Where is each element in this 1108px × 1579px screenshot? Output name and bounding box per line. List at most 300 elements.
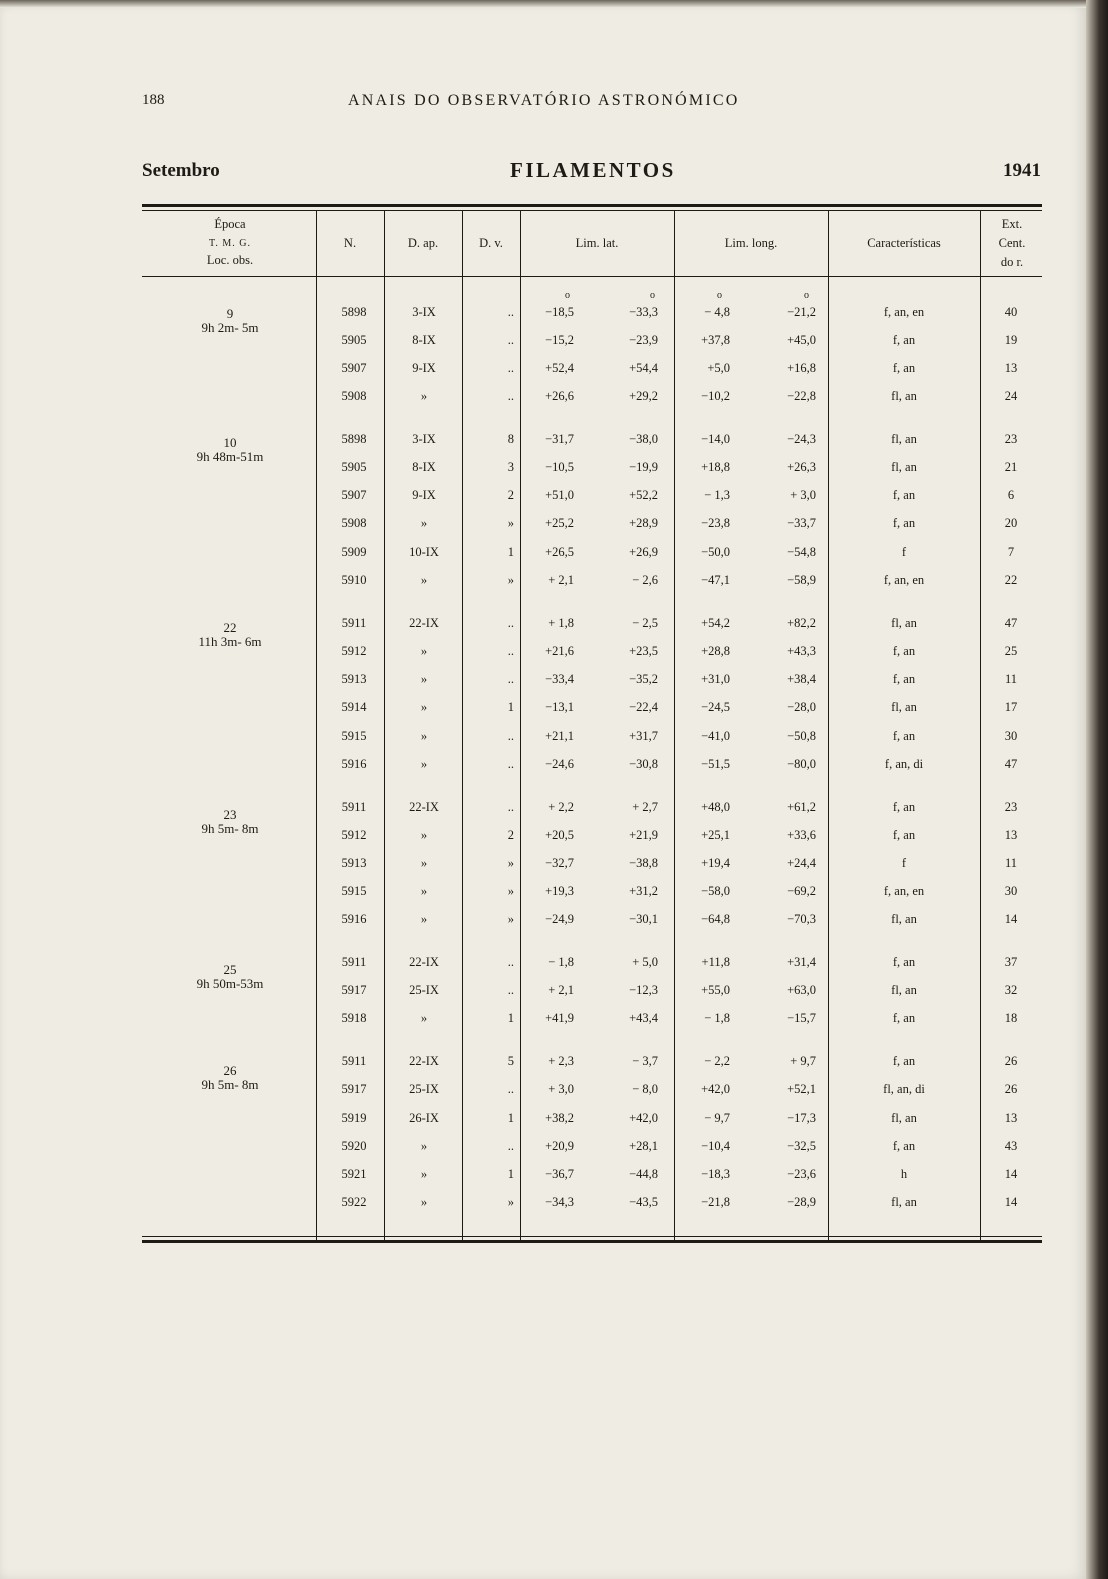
- cell-lat2: −43,5: [629, 1195, 658, 1209]
- cell-n: 5913: [341, 672, 367, 686]
- cell-dv: »: [507, 884, 514, 898]
- cell-ext: 37: [1004, 955, 1018, 969]
- cell-ext: 23: [1004, 432, 1018, 446]
- cell-dv: ..: [507, 305, 514, 319]
- cell-lat2: +29,2: [629, 389, 658, 403]
- cell-lon2: −80,0: [787, 757, 816, 771]
- epoch-time: 9h 2m- 5m: [201, 320, 259, 335]
- cell-n: 5911: [341, 616, 367, 630]
- cell-lat2: +42,0: [629, 1111, 658, 1125]
- cell-ext: 14: [1004, 1195, 1018, 1209]
- cell-ext: 18: [1004, 1011, 1018, 1025]
- cell-lon1: +5,0: [707, 361, 730, 375]
- cell-n: 5912: [341, 644, 367, 658]
- cell-lon2: −28,0: [787, 700, 816, 714]
- cell-car: fl, an, di: [883, 1082, 925, 1096]
- cell-lat2: +43,4: [629, 1011, 658, 1025]
- cell-lon1: −14,0: [701, 432, 730, 446]
- cell-n: 5913: [341, 856, 367, 870]
- cell-lon2: +26,3: [787, 460, 816, 474]
- table-top-rule: [142, 204, 1042, 207]
- cell-lon1: − 1,8: [704, 1011, 730, 1025]
- cell-ext: 11: [1004, 856, 1018, 870]
- cell-lat1: −36,7: [545, 1167, 574, 1181]
- epoch-time: 9h 5m- 8m: [201, 821, 259, 836]
- cell-dv: »: [507, 1195, 514, 1209]
- cell-dv: ..: [507, 361, 514, 375]
- cell-dv: ..: [507, 333, 514, 347]
- cell-lat1: −15,2: [545, 333, 574, 347]
- cell-lat2: +26,9: [629, 545, 658, 559]
- epoch-time: 9h 50m-53m: [196, 976, 264, 991]
- cell-dap: »: [420, 757, 428, 771]
- cell-n: 5898: [341, 305, 367, 319]
- cell-lat2: +28,9: [629, 516, 658, 530]
- epoch-time: 9h 48m-51m: [196, 449, 264, 464]
- cell-lat2: − 8,0: [632, 1082, 658, 1096]
- cell-dap: »: [420, 1195, 428, 1209]
- cell-n: 5907: [341, 361, 367, 375]
- cell-lon1: +18,8: [701, 460, 730, 474]
- cell-car: f, an: [892, 333, 916, 347]
- cell-ext: 47: [1004, 616, 1018, 630]
- cell-lon1: +37,8: [701, 333, 730, 347]
- cell-lat2: −30,8: [629, 757, 658, 771]
- cell-lat1: + 1,8: [548, 616, 574, 630]
- cell-dap: 25-IX: [409, 983, 439, 997]
- cell-ext: 20: [1004, 516, 1018, 530]
- cell-lat1: +52,4: [545, 361, 574, 375]
- cell-car: f, an: [892, 488, 916, 502]
- table-bottom-rule: [142, 1240, 1042, 1243]
- cell-n: 5919: [341, 1111, 367, 1125]
- epoch-day: 25: [223, 962, 237, 977]
- cell-n: 5915: [341, 729, 367, 743]
- cell-car: h: [900, 1167, 908, 1181]
- cell-lon2: +43,3: [787, 644, 816, 658]
- cell-dap: 3-IX: [412, 432, 436, 446]
- cell-dv: ..: [507, 729, 514, 743]
- cell-lon2: −23,6: [787, 1167, 816, 1181]
- cell-dap: »: [420, 700, 428, 714]
- cell-lat2: −30,1: [629, 912, 658, 926]
- cell-lon2: −32,5: [787, 1139, 816, 1153]
- cell-n: 5898: [341, 432, 367, 446]
- cell-ext: 43: [1004, 1139, 1018, 1153]
- cell-lon2: +61,2: [787, 800, 816, 814]
- cell-car: f, an: [892, 516, 916, 530]
- cell-dap: 9-IX: [412, 361, 436, 375]
- cell-dv: 1: [507, 1011, 514, 1025]
- cell-lat1: +51,0: [545, 488, 574, 502]
- cell-dap: 8-IX: [412, 460, 436, 474]
- cell-dv: ..: [507, 1139, 514, 1153]
- cell-lat1: + 2,1: [548, 983, 574, 997]
- cell-lon1: −23,8: [701, 516, 730, 530]
- cell-lon2: +52,1: [787, 1082, 816, 1096]
- cell-dv: 1: [507, 1167, 514, 1181]
- cell-lon1: +48,0: [701, 800, 730, 814]
- cell-n: 5912: [341, 828, 367, 842]
- epoch-time: 11h 3m- 6m: [198, 634, 262, 649]
- cell-dap: »: [420, 1139, 428, 1153]
- cell-n: 5914: [341, 700, 367, 714]
- cell-lon2: −69,2: [787, 884, 816, 898]
- cell-dv: ..: [507, 983, 514, 997]
- cell-dv: »: [507, 912, 514, 926]
- cell-lat1: −31,7: [545, 432, 574, 446]
- cell-dap: »: [420, 1011, 428, 1025]
- cell-car: fl, an: [891, 616, 917, 630]
- epoch-day: 22: [223, 620, 237, 635]
- cell-lon1: −24,5: [701, 700, 730, 714]
- degree-mark: o: [565, 290, 570, 301]
- column-header-ext: Ext.: [1001, 217, 1023, 231]
- cell-n: 5920: [341, 1139, 367, 1153]
- cell-lat2: +52,2: [629, 488, 658, 502]
- cell-lat1: −18,5: [545, 305, 574, 319]
- cell-dv: ..: [507, 955, 514, 969]
- cell-n: 5905: [341, 460, 367, 474]
- cell-lat1: −13,1: [545, 700, 574, 714]
- cell-n: 5922: [341, 1195, 367, 1209]
- cell-dv: 1: [507, 1111, 514, 1125]
- cell-dap: 22-IX: [409, 1054, 439, 1068]
- cell-lon1: − 2,2: [704, 1054, 730, 1068]
- cell-dap: 3-IX: [412, 305, 436, 319]
- cell-lat1: +19,3: [545, 884, 574, 898]
- cell-n: 5909: [341, 545, 367, 559]
- cell-dap: »: [420, 672, 428, 686]
- cell-ext: 40: [1004, 305, 1018, 319]
- cell-lon2: +45,0: [787, 333, 816, 347]
- cell-lon2: −24,3: [787, 432, 816, 446]
- cell-lat2: + 2,7: [632, 800, 658, 814]
- cell-ext: 13: [1004, 828, 1018, 842]
- cell-car: f, an: [892, 1054, 916, 1068]
- cell-lat1: +25,2: [545, 516, 574, 530]
- cell-lat2: +21,9: [629, 828, 658, 842]
- epoch-day: 9: [226, 306, 234, 321]
- cell-lon2: +16,8: [787, 361, 816, 375]
- cell-dv: 3: [507, 460, 514, 474]
- cell-n: 5905: [341, 333, 367, 347]
- column-divider: [674, 211, 675, 1241]
- column-divider: [828, 211, 829, 1241]
- cell-car: f, an, en: [883, 573, 925, 587]
- cell-car: f, an: [892, 1139, 916, 1153]
- cell-lat1: +21,6: [545, 644, 574, 658]
- cell-lat2: +31,2: [629, 884, 658, 898]
- cell-car: f, an, en: [883, 305, 925, 319]
- cell-lon1: −50,0: [701, 545, 730, 559]
- cell-n: 5911: [341, 1054, 367, 1068]
- cell-dv: »: [507, 573, 514, 587]
- cell-car: f, an, di: [884, 757, 924, 771]
- cell-lat1: −24,6: [545, 757, 574, 771]
- cell-n: 5908: [341, 389, 367, 403]
- cell-lon2: −17,3: [787, 1111, 816, 1125]
- cell-lat1: +20,9: [545, 1139, 574, 1153]
- cell-ext: 13: [1004, 361, 1018, 375]
- cell-ext: 30: [1004, 884, 1018, 898]
- cell-dap: 22-IX: [409, 616, 439, 630]
- cell-lon1: − 9,7: [704, 1111, 730, 1125]
- cell-lat2: +54,4: [629, 361, 658, 375]
- cell-lat2: −12,3: [629, 983, 658, 997]
- cell-dap: 26-IX: [409, 1111, 439, 1125]
- cell-n: 5916: [341, 912, 367, 926]
- cell-dap: »: [420, 389, 428, 403]
- cell-lat1: +20,5: [545, 828, 574, 842]
- column-divider: [520, 211, 521, 1241]
- page-number: 188: [142, 92, 165, 108]
- cell-lon1: −21,8: [701, 1195, 730, 1209]
- cell-lat1: −32,7: [545, 856, 574, 870]
- cell-ext: 13: [1004, 1111, 1018, 1125]
- cell-n: 5911: [341, 800, 367, 814]
- table-top-rule-thin: [142, 210, 1042, 211]
- year-title: 1941: [1003, 160, 1041, 181]
- cell-lon1: −18,3: [701, 1167, 730, 1181]
- degree-mark: o: [804, 290, 809, 301]
- cell-lon1: − 1,3: [704, 488, 730, 502]
- cell-dap: »: [420, 828, 428, 842]
- cell-lon2: −50,8: [787, 729, 816, 743]
- cell-car: f: [901, 856, 907, 870]
- cell-lat1: −10,5: [545, 460, 574, 474]
- cell-lon1: −47,1: [701, 573, 730, 587]
- cell-lat1: +21,1: [545, 729, 574, 743]
- cell-lat1: − 1,8: [548, 955, 574, 969]
- cell-dv: 1: [507, 545, 514, 559]
- cell-car: fl, an: [891, 432, 917, 446]
- cell-ext: 22: [1004, 573, 1018, 587]
- cell-car: f: [901, 545, 907, 559]
- cell-dap: 22-IX: [409, 800, 439, 814]
- cell-dv: 2: [507, 488, 514, 502]
- column-divider: [462, 211, 463, 1241]
- cell-lon1: −64,8: [701, 912, 730, 926]
- cell-dv: ..: [507, 389, 514, 403]
- cell-lon2: −21,2: [787, 305, 816, 319]
- cell-dap: 10-IX: [409, 545, 439, 559]
- cell-lon1: −58,0: [701, 884, 730, 898]
- cell-car: fl, an: [891, 1111, 917, 1125]
- cell-car: fl, an: [891, 389, 917, 403]
- cell-lon1: +25,1: [701, 828, 730, 842]
- cell-lat1: −34,3: [545, 1195, 574, 1209]
- cell-lat2: − 3,7: [632, 1054, 658, 1068]
- month-title: Setembro: [142, 160, 220, 181]
- cell-lat2: −22,4: [629, 700, 658, 714]
- cell-ext: 21: [1004, 460, 1018, 474]
- cell-lon2: +24,4: [787, 856, 816, 870]
- cell-car: fl, an: [891, 912, 917, 926]
- column-header-cent: Cent.: [998, 236, 1026, 250]
- cell-car: f, an: [892, 361, 916, 375]
- cell-ext: 23: [1004, 800, 1018, 814]
- cell-lon1: − 4,8: [704, 305, 730, 319]
- cell-dv: ..: [507, 800, 514, 814]
- cell-lon2: −58,9: [787, 573, 816, 587]
- cell-dv: ..: [507, 672, 514, 686]
- cell-lon1: +11,8: [701, 955, 730, 969]
- cell-ext: 47: [1004, 757, 1018, 771]
- cell-lon2: +63,0: [787, 983, 816, 997]
- cell-dap: »: [420, 516, 428, 530]
- cell-lon1: +28,8: [701, 644, 730, 658]
- cell-n: 5910: [341, 573, 367, 587]
- cell-lat1: +41,9: [545, 1011, 574, 1025]
- page-edge-top: [0, 0, 1086, 8]
- column-divider: [980, 211, 981, 1241]
- cell-lon1: +42,0: [701, 1082, 730, 1096]
- cell-lat2: −35,2: [629, 672, 658, 686]
- cell-lon2: +38,4: [787, 672, 816, 686]
- cell-n: 5911: [341, 955, 367, 969]
- cell-lat2: −19,9: [629, 460, 658, 474]
- cell-ext: 11: [1004, 672, 1018, 686]
- column-header-dap: D. ap.: [407, 236, 439, 250]
- cell-dap: »: [420, 884, 428, 898]
- cell-lon1: +54,2: [701, 616, 730, 630]
- cell-lon2: −28,9: [787, 1195, 816, 1209]
- cell-car: f, an, en: [883, 884, 925, 898]
- cell-n: 5921: [341, 1167, 367, 1181]
- cell-lon1: −10,2: [701, 389, 730, 403]
- cell-lat1: −33,4: [545, 672, 574, 686]
- cell-lat1: + 3,0: [548, 1082, 574, 1096]
- cell-dv: »: [507, 516, 514, 530]
- cell-lon2: −54,8: [787, 545, 816, 559]
- degree-mark: o: [717, 290, 722, 301]
- epoch-day: 26: [223, 1063, 237, 1078]
- cell-lat2: −33,3: [629, 305, 658, 319]
- cell-lon2: +82,2: [787, 616, 816, 630]
- column-header-lim-lat: Lim. lat.: [575, 236, 619, 250]
- cell-lat2: −38,0: [629, 432, 658, 446]
- cell-car: f, an: [892, 800, 916, 814]
- cell-lon2: + 9,7: [790, 1054, 816, 1068]
- cell-car: f, an: [892, 672, 916, 686]
- running-head: ANAIS DO OBSERVATÓRIO ASTRONÓMICO: [348, 92, 740, 109]
- cell-lon1: −51,5: [701, 757, 730, 771]
- cell-n: 5918: [341, 1011, 367, 1025]
- cell-dap: »: [420, 644, 428, 658]
- cell-lat2: +28,1: [629, 1139, 658, 1153]
- cell-dv: ..: [507, 616, 514, 630]
- cell-lat1: + 2,3: [548, 1054, 574, 1068]
- cell-ext: 24: [1004, 389, 1018, 403]
- cell-ext: 32: [1004, 983, 1018, 997]
- column-header-epoca: Época: [214, 217, 246, 231]
- cell-car: fl, an: [891, 460, 917, 474]
- cell-lat2: −44,8: [629, 1167, 658, 1181]
- column-header-dv: D. v.: [479, 236, 503, 250]
- cell-ext: 14: [1004, 912, 1018, 926]
- column-header-do-r: do r.: [1000, 255, 1024, 269]
- epoch-day: 23: [223, 807, 237, 822]
- cell-lon2: −15,7: [787, 1011, 816, 1025]
- cell-lat2: − 2,5: [632, 616, 658, 630]
- epoch-day: 10: [223, 435, 237, 450]
- cell-ext: 14: [1004, 1167, 1018, 1181]
- cell-lon1: +19,4: [701, 856, 730, 870]
- cell-n: 5908: [341, 516, 367, 530]
- cell-dap: »: [420, 1167, 428, 1181]
- cell-lon2: + 3,0: [790, 488, 816, 502]
- cell-lat2: −23,9: [629, 333, 658, 347]
- cell-lat2: +23,5: [629, 644, 658, 658]
- cell-lat2: +31,7: [629, 729, 658, 743]
- cell-dap: 9-IX: [412, 488, 436, 502]
- cell-lon1: +55,0: [701, 983, 730, 997]
- cell-dv: »: [507, 856, 514, 870]
- cell-dap: 25-IX: [409, 1082, 439, 1096]
- cell-ext: 7: [1007, 545, 1015, 559]
- cell-lon2: −33,7: [787, 516, 816, 530]
- cell-car: f, an: [892, 729, 916, 743]
- cell-dv: ..: [507, 644, 514, 658]
- cell-car: f, an: [892, 828, 916, 842]
- cell-lon2: +31,4: [787, 955, 816, 969]
- cell-lat1: +26,5: [545, 545, 574, 559]
- cell-dv: 5: [507, 1054, 514, 1068]
- cell-car: f, an: [892, 955, 916, 969]
- column-header-loc: Loc. obs.: [206, 253, 254, 267]
- cell-n: 5916: [341, 757, 367, 771]
- table-bottom-rule-thin: [142, 1236, 1042, 1237]
- cell-dap: 22-IX: [409, 955, 439, 969]
- column-divider: [384, 211, 385, 1241]
- cell-ext: 17: [1004, 700, 1018, 714]
- cell-dv: ..: [507, 757, 514, 771]
- column-header-n: N.: [343, 236, 357, 250]
- cell-dap: »: [420, 912, 428, 926]
- cell-car: fl, an: [891, 1195, 917, 1209]
- cell-lat2: + 5,0: [632, 955, 658, 969]
- cell-lat1: −24,9: [545, 912, 574, 926]
- book-edge: [1086, 0, 1108, 1579]
- column-header-caracteristicas: Características: [867, 236, 941, 250]
- cell-lon1: +31,0: [701, 672, 730, 686]
- cell-n: 5907: [341, 488, 367, 502]
- cell-car: f, an: [892, 644, 916, 658]
- epoch-time: 9h 5m- 8m: [201, 1077, 259, 1092]
- cell-dap: »: [420, 856, 428, 870]
- column-header-lim-long: Lim. long.: [724, 236, 778, 250]
- header-rule: [142, 276, 1042, 277]
- section-title: FILAMENTOS: [510, 158, 676, 182]
- cell-ext: 6: [1007, 488, 1015, 502]
- cell-car: fl, an: [891, 700, 917, 714]
- cell-car: fl, an: [891, 983, 917, 997]
- cell-ext: 26: [1004, 1054, 1018, 1068]
- cell-dap: »: [420, 729, 428, 743]
- cell-dv: ..: [507, 1082, 514, 1096]
- cell-car: f, an: [892, 1011, 916, 1025]
- cell-lon1: −41,0: [701, 729, 730, 743]
- cell-lat1: + 2,2: [548, 800, 574, 814]
- cell-ext: 25: [1004, 644, 1018, 658]
- cell-dap: 8-IX: [412, 333, 436, 347]
- cell-lon2: −70,3: [787, 912, 816, 926]
- cell-n: 5917: [341, 1082, 367, 1096]
- cell-n: 5915: [341, 884, 367, 898]
- degree-mark: o: [650, 290, 655, 301]
- cell-lat1: + 2,1: [548, 573, 574, 587]
